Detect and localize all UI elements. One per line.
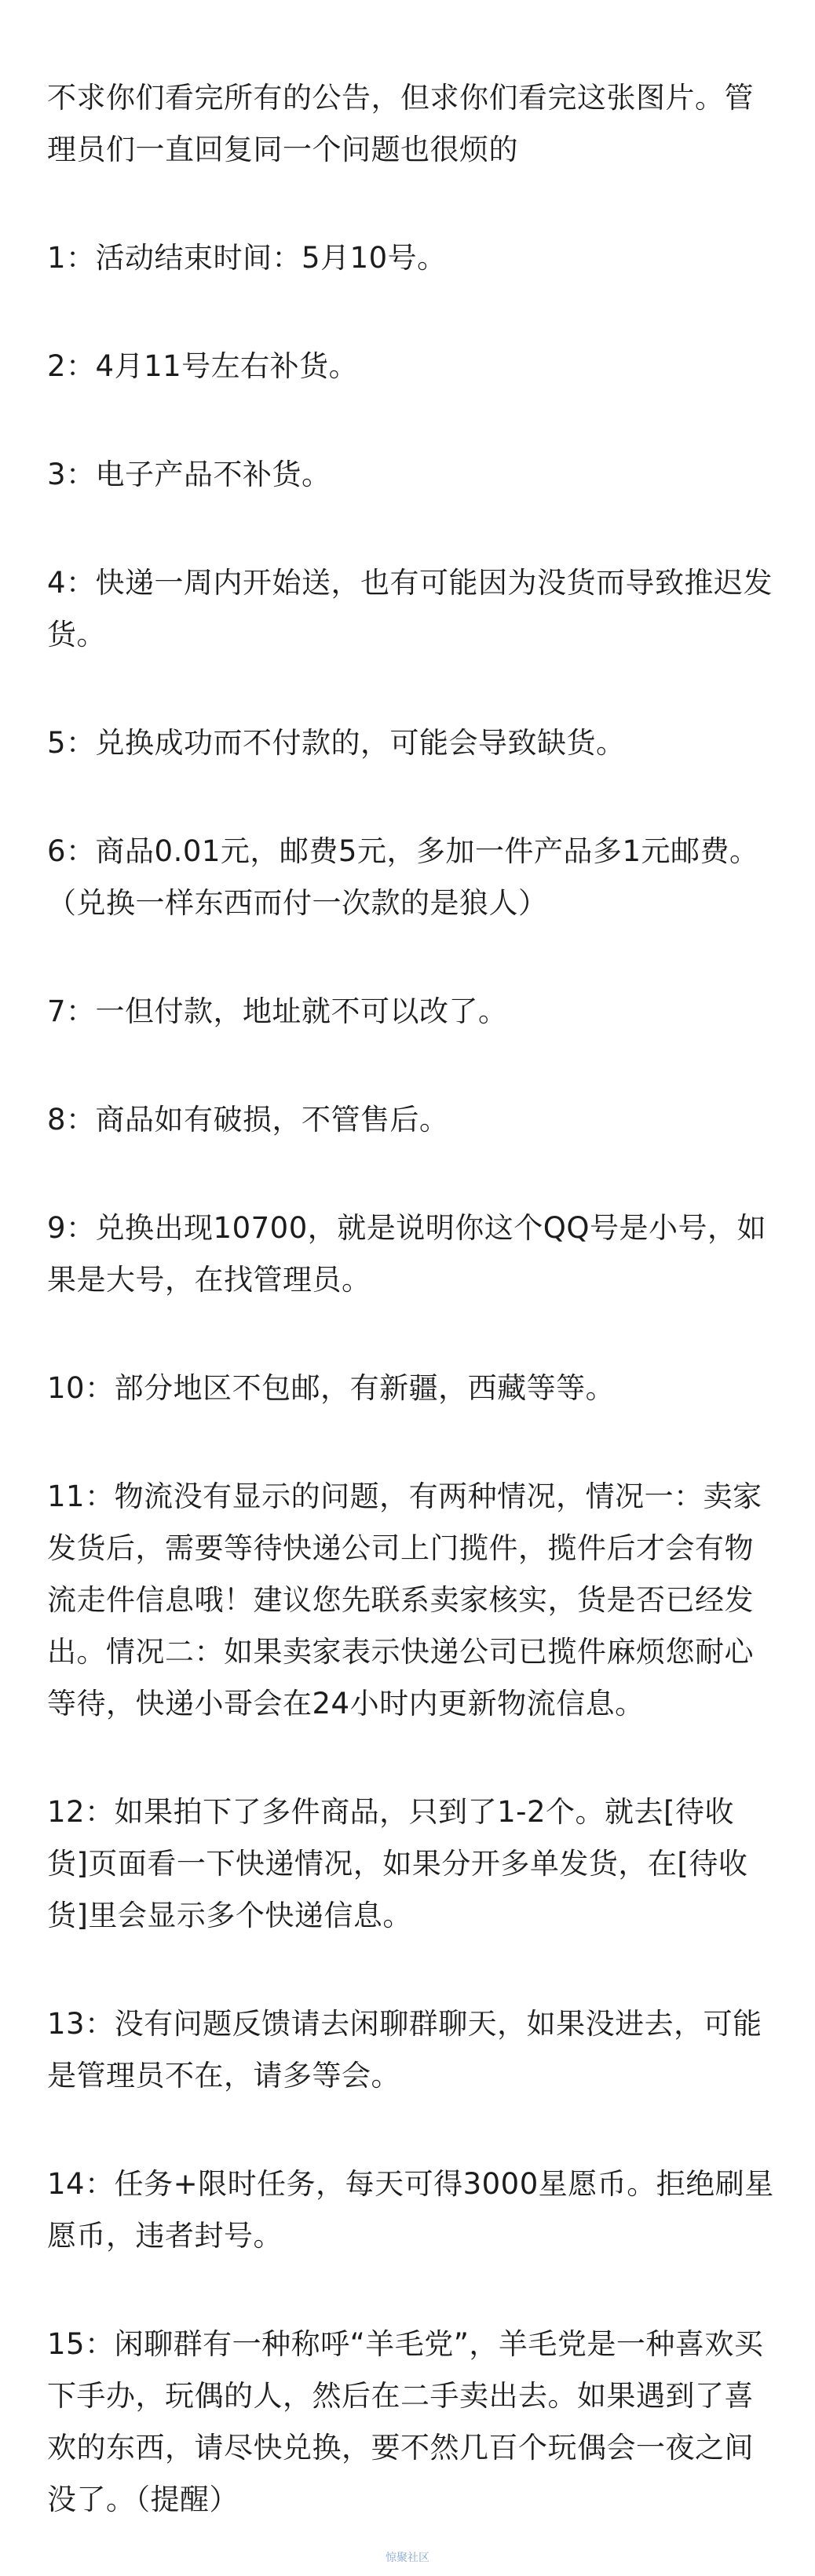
notice-item-15: 15：闲聊群有一种称呼“羊毛党”，羊毛党是一种喜欢买下手办，玩偶的人，然后在二手卖出去。如果遇到了喜欢的东西，请尽快兑换，要不然几百个玩偶会一夜之间没了。（提醒）: [47, 2327, 764, 2516]
notice-item-11: 11：物流没有显示的问题，有两种情况，情况一：卖家发货后，需要等待快递公司上门揽件，揽件后才会有物流走件信息哦！建议您先联系卖家核实，货是否已经发出。情况二：如果卖家表示快递公司已揽件麻烦您耐心等待，快递小哥会在24小时内更新物流信息。: [47, 1480, 762, 1720]
notice-item-13: 13：没有问题反馈请去闲聊群聊天，如果没进去，可能是管理员不在，请多等会。: [47, 2007, 762, 2093]
notice-item-12: 12：如果拍下了多件商品，只到了1-2个。就去[待收货]页面看一下快递情况，如果分开多单发货，在[待收货]里会显示多个快递信息。: [47, 1795, 748, 1932]
notice-item-9: 9：兑换出现10700，就是说明你这个QQ号是小号，如果是大号，在找管理员。: [47, 1211, 766, 1297]
notice-intro: 不求你们看完所有的公告，但求你们看完这张图片。管理员们一直回复同一个问题也很烦的: [47, 81, 754, 166]
watermark-text: 惊聚社区: [386, 2552, 429, 2564]
notice-item-5: 5：兑换成功而不付款的，可能会导致缺货。: [47, 726, 626, 760]
notice-item-4: 4：快递一周内开始送，也有可能因为没货而导致推迟发货。: [47, 566, 773, 651]
notice-item-8: 8：商品如有破损，不管售后。: [47, 1103, 449, 1137]
notice-item-1: 1：活动结束时间：5月10号。: [47, 241, 447, 275]
notice-item-7: 7：一但付款，地址就不可以改了。: [47, 994, 508, 1028]
notice-item-10: 10：部分地区不包邮，有新疆，西藏等等。: [47, 1371, 616, 1405]
notice-item-6: 6：商品0.01元，邮费5元，多加一件产品多1元邮费。（兑换一样东西而付一次款的是狼人）: [47, 834, 759, 920]
notice-item-14: 14：任务+限时任务，每天可得3000星愿币。拒绝刷星愿币，违者封号。: [47, 2167, 774, 2253]
notice-item-2: 2：4月11号左右补货。: [47, 349, 359, 383]
notice-item-3: 3：电子产品不补货。: [47, 458, 331, 491]
